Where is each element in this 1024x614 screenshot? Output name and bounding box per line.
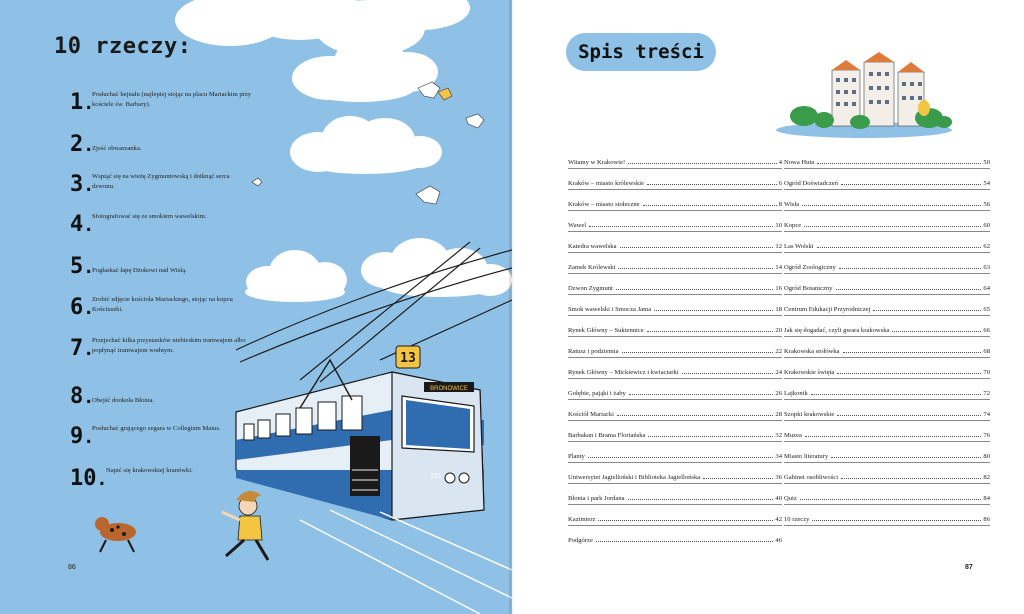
toc-entry[interactable]: Błonia i park Jordana 40	[568, 495, 782, 502]
divider	[784, 252, 990, 253]
item-number: 10.	[70, 466, 108, 491]
item-number: 2.	[70, 132, 95, 157]
list-item	[70, 295, 270, 327]
list-item	[70, 212, 270, 244]
divider	[784, 378, 990, 379]
divider	[784, 294, 990, 295]
divider	[568, 483, 782, 484]
divider	[784, 273, 990, 274]
item-number: 8.	[70, 384, 95, 409]
divider	[784, 336, 990, 337]
item-text: Posłuchać grającego zegara w Collegium Maius.	[92, 425, 221, 432]
toc-entry[interactable]: Witamy w Krakowie! 4	[568, 159, 782, 166]
list-item	[70, 172, 270, 204]
divider	[784, 462, 990, 463]
divider	[784, 525, 990, 526]
toc-entry[interactable]: Miasto literatury 80	[784, 453, 990, 460]
toc-entry[interactable]: Jak się dogadać, czyli gwara krakowska 66	[784, 327, 990, 334]
toc-entry[interactable]: Wawel 10	[568, 222, 782, 229]
divider	[784, 168, 990, 169]
item-number: 1.	[70, 90, 95, 115]
apartment-blocks-illustration	[774, 52, 954, 138]
toc-title: Spis treści	[578, 41, 704, 63]
divider	[568, 294, 782, 295]
divider	[568, 231, 782, 232]
list-item	[70, 424, 270, 456]
tram-fleet-number: 151	[430, 473, 442, 480]
dog	[95, 517, 136, 552]
divider	[568, 420, 782, 421]
cloud-top	[175, 0, 470, 56]
tram-route-number: 13	[400, 351, 416, 366]
divider	[568, 525, 782, 526]
list-item	[70, 466, 270, 498]
toc-entry[interactable]: Nowa Huta 50	[784, 159, 990, 166]
toc-entry[interactable]: Dzwon Zygmunt 16	[568, 285, 782, 292]
tram	[236, 346, 484, 520]
item-text: Zrobić zdjęcie kościoła Mariackiego, stojąc na kopcu Kościuszki.	[92, 296, 233, 313]
item-number: 5.	[70, 254, 95, 279]
toc-entry[interactable]: Kopce 60	[784, 222, 990, 229]
divider	[568, 210, 782, 211]
divider	[784, 504, 990, 505]
toc-entry[interactable]: Ogród Zoologiczny 63	[784, 264, 990, 271]
toc-title-badge	[566, 33, 716, 71]
divider	[784, 210, 990, 211]
divider	[568, 336, 782, 337]
page-number: 86	[68, 564, 76, 571]
toc-entry[interactable]: Ogród Botaniczny 64	[784, 285, 990, 292]
divider	[568, 315, 782, 316]
toc-entry[interactable]: Smok wawelski i Smocza Jama 18	[568, 306, 782, 313]
divider	[784, 483, 990, 484]
item-text: Sfotografować się ze smokiem wawelskim.	[92, 213, 207, 220]
toc-entry[interactable]: Podgórze 46	[568, 537, 782, 544]
toc-entry[interactable]: Centrum Edukacji Przyrodniczej 65	[784, 306, 990, 313]
divider	[568, 189, 782, 190]
list-item	[70, 384, 270, 416]
toc-entry[interactable]: Kazimierz 42	[568, 516, 782, 523]
toc-entry[interactable]: Zamek Królewski 14	[568, 264, 782, 271]
item-number: 7.	[70, 336, 95, 361]
toc-entry[interactable]: Gołębie, pająki i żaby 26	[568, 390, 782, 397]
item-text: Przejechać kilka przystanków niebieskim tramwajem albo popłynąć tramwajem wodnym.	[92, 337, 246, 354]
divider	[784, 315, 990, 316]
toc-entry[interactable]: Las Wolski 62	[784, 243, 990, 250]
divider	[568, 462, 782, 463]
toc-entry[interactable]: Krakowskie święta 70	[784, 369, 990, 376]
item-text: Zjeść obwarzanka.	[92, 145, 142, 152]
toc-entry[interactable]: Uniwersytet Jagielloński i Biblioteka Jagiellońska 36	[568, 474, 782, 481]
toc-entry[interactable]: Katedra wawelska 12	[568, 243, 782, 250]
toc-entry[interactable]: Kraków – miasto królewskie 6	[568, 180, 782, 187]
item-number: 6.	[70, 295, 95, 320]
divider	[784, 399, 990, 400]
divider	[568, 357, 782, 358]
toc-entry[interactable]: Rynek Główny – Sukiennice 20	[568, 327, 782, 334]
divider	[784, 441, 990, 442]
toc-entry[interactable]: Gabinet osobliwości 82	[784, 474, 990, 481]
tram-tracks	[300, 510, 512, 614]
divider	[568, 273, 782, 274]
divider	[568, 441, 782, 442]
left-page-title: 10 rzeczy:	[54, 34, 192, 59]
list-item	[70, 336, 270, 368]
divider	[784, 357, 990, 358]
toc-entry[interactable]: Muzea 76	[784, 432, 990, 439]
toc-entry[interactable]: Quiz 84	[784, 495, 990, 502]
toc-entry[interactable]: Planty 34	[568, 453, 782, 460]
toc-entry[interactable]: Rynek Główny – Mickiewicz i kwiaciarki 24	[568, 369, 782, 376]
item-number: 9.	[70, 424, 95, 449]
toc-entry[interactable]: Barbakan i Brama Floriańska 32	[568, 432, 782, 439]
item-number: 4.	[70, 212, 95, 237]
divider	[568, 399, 782, 400]
divider	[784, 420, 990, 421]
item-text: Posłuchać hejnału (najlepiej stojąc na placu Mariackim przy kościele św. Barbary).	[92, 91, 252, 108]
list-item	[70, 132, 270, 164]
item-text: Napić się krakowskiej kranówki.	[106, 467, 193, 474]
item-text: Obejść dookoła Błonia.	[92, 397, 155, 404]
toc-entry[interactable]: Ratusz i podziemia 22	[568, 348, 782, 355]
item-text: Pogłaskać łapę Dżokowi nad Wisłą.	[92, 267, 187, 274]
page-number: 87	[965, 564, 973, 571]
cloud-low-right	[361, 238, 512, 297]
item-number: 3.	[70, 172, 95, 197]
cloud-upper-right	[292, 36, 438, 102]
divider	[568, 504, 782, 505]
item-text: Wspiąć się na wieżę Zygmuntowską i dotknąć serca dzwonu.	[92, 173, 230, 190]
toc-entry[interactable]: Lajkonik 72	[784, 390, 990, 397]
book-gutter	[509, 0, 515, 614]
divider	[784, 189, 990, 190]
toc-entry[interactable]: Kraków – miasto stołeczne 8	[568, 201, 782, 208]
divider	[568, 378, 782, 379]
toc-entry[interactable]: Ogród Doświadczeń 54	[784, 180, 990, 187]
list-item	[70, 90, 270, 122]
toc-entry[interactable]: 10 rzeczy 86	[784, 516, 990, 523]
divider	[568, 168, 782, 169]
toc-entry[interactable]: Szopki krakowskie 74	[784, 411, 990, 418]
toc-entry[interactable]: Wisła 56	[784, 201, 990, 208]
divider	[784, 231, 990, 232]
toc-entry[interactable]: Kościół Mariacki 28	[568, 411, 782, 418]
running-child	[222, 491, 268, 560]
right-page	[512, 0, 1024, 614]
divider	[568, 252, 782, 253]
list-item	[70, 254, 270, 286]
tram-destination: BRONOWICE	[430, 386, 468, 392]
cloud-middle	[290, 116, 442, 174]
toc-entry[interactable]: Krakowska stołówka 68	[784, 348, 990, 355]
